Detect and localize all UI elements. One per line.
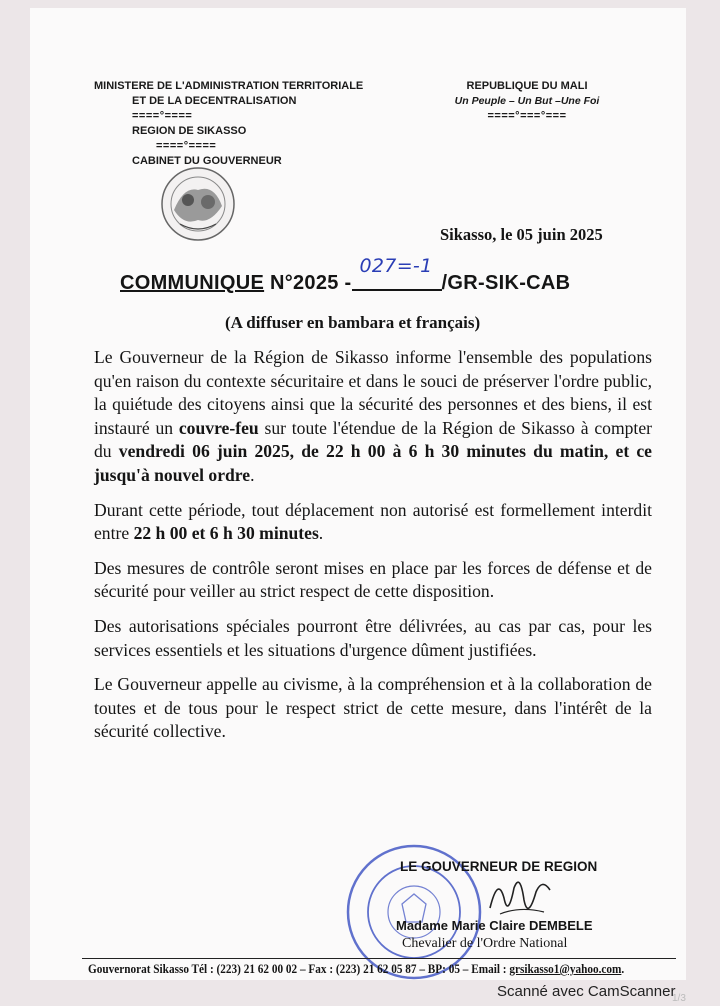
- national-motto: Un Peuple – Un But –Une Foi: [454, 95, 600, 107]
- paragraph: Des autorisations spéciales pourront être délivrées, au cas par cas, pour les services essentiels et les situations d'urgence dûment justifiées.: [94, 615, 652, 660]
- page-number: 1/3: [672, 993, 686, 1004]
- separator: ====°====: [156, 140, 217, 152]
- title-number: N°2025 -: [269, 272, 352, 294]
- title-suffix: /GR-SIK-CAB: [441, 272, 571, 294]
- communique-body: [94, 346, 652, 755]
- region-name: REGION DE SIKASSO: [132, 125, 247, 137]
- footer-text: Gouvernorat Sikasso Tél : (223) 21 62 00 02 – Fax : (223) 21 62 05 87 – BP: 05 – Email :: [88, 962, 510, 976]
- title-prefix: COMMUNIQUE: [120, 272, 265, 294]
- republic-name: REPUBLIQUE DU MALI: [466, 80, 588, 92]
- bold-text: vendredi 06 juin 2025, de 22 h 00 à 6 h 30 minutes du matin, et ce jusqu'à nouvel ordre: [94, 441, 652, 485]
- footer-email: grsikasso1@yahoo.com: [509, 962, 622, 976]
- separator: ====°====: [132, 110, 193, 122]
- scanner-watermark: Scanné avec CamScanner: [497, 983, 676, 1000]
- bold-text: 22 h 00 et 6 h 30 minutes: [133, 523, 319, 544]
- signatory-title: LE GOUVERNEUR DE REGION: [400, 859, 598, 874]
- footer-contact: [88, 962, 624, 977]
- ministry-header: [94, 79, 363, 169]
- paragraph: [94, 346, 652, 488]
- document-date: Sikasso, le 05 juin 2025: [440, 225, 603, 244]
- cabinet-name: CABINET DU GOUVERNEUR: [132, 155, 282, 167]
- text-run: .: [250, 464, 255, 485]
- region-emblem-icon: [160, 166, 236, 242]
- text-run: sur toute l'étendue de la Région de Sikasso à compter du: [94, 417, 652, 462]
- bold-text: couvre-feu: [178, 417, 259, 438]
- number-blank: [352, 255, 442, 291]
- signatory-name: Madame Marie Claire DEMBELE: [396, 918, 593, 933]
- text-run: Le Gouverneur de la Région de Sikasso informe l'ensemble des populations qu'en raison du contexte sécuritaire et dans le souci de préserver l'ordre public, la quiétude des citoyens ainsi que la sécurité des personnes et des biens, il est instauré un: [94, 347, 652, 438]
- paragraph: [94, 499, 652, 546]
- signatory-honor: Chevalier de l'Ordre National: [402, 936, 568, 951]
- text-run: .: [318, 523, 324, 544]
- footer-text: .: [621, 962, 625, 976]
- communique-title: [120, 255, 571, 295]
- footer-divider: [82, 958, 676, 959]
- handwritten-number: 027=-1: [359, 255, 433, 277]
- separator: ====°===°===: [487, 110, 567, 122]
- ministry-name: MINISTERE DE L'ADMINISTRATION TERRITORIALE: [94, 80, 364, 92]
- paragraph: Des mesures de contrôle seront mises en place par les forces de défense et de sécurité pour veiller au strict respect de cette disposition.: [94, 557, 652, 602]
- republic-header: [452, 79, 602, 124]
- text-run: Durant cette période, tout déplacement non autorisé est formellement interdit entre: [94, 499, 652, 544]
- communique-subtitle: (A diffuser en bambara et français): [225, 313, 481, 332]
- ministry-subname: ET DE LA DECENTRALISATION: [132, 95, 297, 107]
- paragraph: Le Gouverneur appelle au civisme, à la compréhension et à la collaboration de toutes et de tous pour le respect strict de cette mesure, dans l'intérêt de la sécurité collective.: [94, 674, 652, 742]
